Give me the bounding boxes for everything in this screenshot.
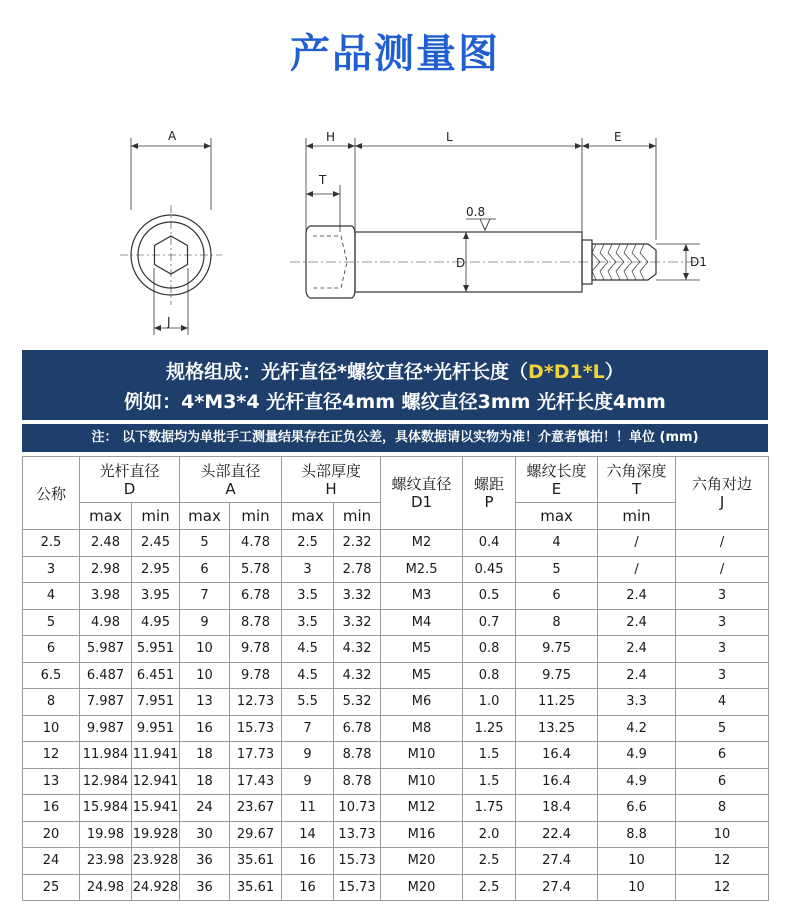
header-hex-af-symbol: J	[719, 493, 725, 511]
table-cell: 20	[23, 821, 80, 848]
table-cell: 24.928	[132, 874, 180, 901]
table-cell: 11.941	[132, 742, 180, 769]
table-cell: 19.98	[80, 821, 132, 848]
table-cell: M2.5	[381, 556, 463, 583]
table-cell: 2.4	[598, 662, 676, 689]
header-thread-dia	[381, 457, 463, 530]
table-cell: 10	[676, 821, 769, 848]
table-cell: /	[676, 530, 769, 557]
header-head-dia-max: max	[180, 503, 230, 530]
spec-format-highlight: D*D1*L	[528, 361, 605, 383]
header-hex-af-title: 六角对边	[692, 475, 753, 493]
table-row	[23, 609, 769, 636]
table-cell: 3.5	[282, 583, 334, 610]
table-cell: 6	[676, 768, 769, 795]
table-cell: 6	[23, 636, 80, 663]
table-cell: 7.951	[132, 689, 180, 716]
table-cell: 18.4	[516, 795, 598, 822]
side-view	[290, 138, 700, 298]
table-cell: 13.73	[334, 821, 381, 848]
table-cell: 7	[282, 715, 334, 742]
table-cell: M4	[381, 609, 463, 636]
table-cell: 2.45	[132, 530, 180, 557]
table-cell: 12.73	[230, 689, 282, 716]
table-cell: 9.75	[516, 636, 598, 663]
header-head-dia-min: min	[230, 503, 282, 530]
table-cell: 0.8	[463, 662, 516, 689]
table-cell: 12	[676, 874, 769, 901]
table-cell: 16.4	[516, 768, 598, 795]
header-shank	[80, 457, 180, 503]
table-cell: 1.75	[463, 795, 516, 822]
table-cell: 14	[282, 821, 334, 848]
spec-example-line: 例如：4*M3*4 光杆直径4mm 螺纹直径3mm 光杆长度4mm	[124, 391, 666, 413]
header-head-thk-min: min	[334, 503, 381, 530]
spec-banner	[22, 350, 768, 420]
table-cell: 4	[23, 583, 80, 610]
table-cell: 19.928	[132, 821, 180, 848]
table-cell: 5.32	[334, 689, 381, 716]
spec-table-body	[23, 530, 769, 901]
header-shank-symbol: D	[123, 479, 136, 498]
table-cell: 0.7	[463, 609, 516, 636]
table-cell: 6.78	[230, 583, 282, 610]
table-cell: 4.32	[334, 662, 381, 689]
table-cell: 10	[180, 662, 230, 689]
table-cell: 5	[516, 556, 598, 583]
header-thread-dia-symbol: D1	[411, 493, 433, 511]
table-row	[23, 795, 769, 822]
table-cell: 2.5	[463, 874, 516, 901]
label-h: H	[326, 130, 336, 144]
table-cell: M10	[381, 768, 463, 795]
table-cell: 0.45	[463, 556, 516, 583]
table-cell: 4.98	[80, 609, 132, 636]
table-cell: 17.43	[230, 768, 282, 795]
header-thread-len-symbol: E	[551, 479, 562, 498]
header-hex-af	[676, 457, 769, 530]
table-cell: 5	[180, 530, 230, 557]
table-cell: /	[598, 556, 676, 583]
note-bar: 注： 以下数据均为单批手工测量结果存在正负公差，具体数据请以实物为准！介意者慎拍！！单位 (mm)	[22, 424, 768, 452]
label-roughness: 0.8	[466, 205, 486, 219]
table-cell: 6.451	[132, 662, 180, 689]
table-cell: 3.98	[80, 583, 132, 610]
table-cell: M8	[381, 715, 463, 742]
spec-format-suffix: ）	[604, 361, 624, 383]
table-cell: 11	[282, 795, 334, 822]
header-pitch	[463, 457, 516, 530]
technical-drawing	[0, 112, 790, 344]
table-row	[23, 583, 769, 610]
table-cell: M10	[381, 742, 463, 769]
table-row	[23, 636, 769, 663]
table-cell: 4.78	[230, 530, 282, 557]
table-cell: 10	[598, 874, 676, 901]
table-cell: 4.9	[598, 742, 676, 769]
table-cell: 29.67	[230, 821, 282, 848]
table-cell: M5	[381, 636, 463, 663]
table-cell: 6.487	[80, 662, 132, 689]
table-cell: 6	[676, 742, 769, 769]
table-cell: 3.32	[334, 609, 381, 636]
table-cell: 12.941	[132, 768, 180, 795]
header-shank-max: max	[80, 503, 132, 530]
table-cell: 15.941	[132, 795, 180, 822]
table-cell: 6.6	[598, 795, 676, 822]
table-row	[23, 662, 769, 689]
table-cell: M2	[381, 530, 463, 557]
table-cell: 3	[676, 636, 769, 663]
page-title: 产品测量图	[290, 31, 500, 77]
table-cell: 10	[180, 636, 230, 663]
table-cell: 5	[676, 715, 769, 742]
table-cell: 1.5	[463, 768, 516, 795]
header-shank-min: min	[132, 503, 180, 530]
table-cell: 5.5	[282, 689, 334, 716]
header-head-dia	[180, 457, 282, 503]
table-cell: 3.32	[334, 583, 381, 610]
table-cell: 2.95	[132, 556, 180, 583]
table-cell: 2.78	[334, 556, 381, 583]
table-cell: 5	[23, 609, 80, 636]
table-cell: M3	[381, 583, 463, 610]
header-thread-dia-title: 螺纹直径	[391, 475, 452, 493]
table-cell: 7	[180, 583, 230, 610]
table-cell: 9	[282, 768, 334, 795]
header-head-dia-title: 头部直径	[200, 461, 261, 480]
table-cell: 3	[676, 662, 769, 689]
table-cell: 27.4	[516, 874, 598, 901]
table-cell: 5.78	[230, 556, 282, 583]
header-hex-depth-min: min	[598, 503, 676, 530]
table-cell: 9	[180, 609, 230, 636]
table-cell: 2.48	[80, 530, 132, 557]
table-cell: 2.5	[463, 848, 516, 875]
header-nominal: 公称	[23, 457, 80, 530]
table-cell: 30	[180, 821, 230, 848]
table-row	[23, 768, 769, 795]
table-cell: 2.5	[23, 530, 80, 557]
table-cell: 3.5	[282, 609, 334, 636]
table-cell: 18	[180, 742, 230, 769]
table-row	[23, 821, 769, 848]
table-cell: 10	[598, 848, 676, 875]
table-cell: M16	[381, 821, 463, 848]
table-cell: 4.9	[598, 768, 676, 795]
header-hex-depth	[598, 457, 676, 503]
header-thread-len	[516, 457, 598, 503]
table-cell: 9.951	[132, 715, 180, 742]
table-cell: 8.78	[230, 609, 282, 636]
table-cell: 36	[180, 874, 230, 901]
label-t: T	[319, 173, 327, 187]
table-cell: M5	[381, 662, 463, 689]
spec-format-line	[22, 357, 768, 384]
table-cell: 2.4	[598, 636, 676, 663]
table-cell: M12	[381, 795, 463, 822]
table-cell: 2.98	[80, 556, 132, 583]
table-cell: 6.78	[334, 715, 381, 742]
table-cell: 4.2	[598, 715, 676, 742]
table-cell: 23.67	[230, 795, 282, 822]
table-cell: /	[676, 556, 769, 583]
header-head-dia-symbol: A	[225, 479, 236, 498]
table-cell: 8.8	[598, 821, 676, 848]
table-cell: 0.4	[463, 530, 516, 557]
table-cell: 16.4	[516, 742, 598, 769]
label-a: A	[168, 129, 177, 143]
spec-table	[22, 456, 769, 901]
table-row	[23, 874, 769, 901]
table-cell: 35.61	[230, 874, 282, 901]
table-cell: 11.25	[516, 689, 598, 716]
label-d: D	[456, 256, 466, 270]
table-cell: M20	[381, 874, 463, 901]
spec-format-prefix: 规格组成：光杆直径*螺纹直径*光杆长度（	[166, 361, 529, 383]
table-cell: 36	[180, 848, 230, 875]
table-cell: 18	[180, 768, 230, 795]
table-cell: 10.73	[334, 795, 381, 822]
table-cell: 24.98	[80, 874, 132, 901]
table-cell: 8	[23, 689, 80, 716]
table-row	[23, 742, 769, 769]
table-cell: 13	[180, 689, 230, 716]
header-pitch-title: 螺距	[474, 475, 505, 493]
table-cell: /	[598, 530, 676, 557]
table-cell: 4	[516, 530, 598, 557]
table-cell: 1.0	[463, 689, 516, 716]
table-cell: 8.78	[334, 742, 381, 769]
table-cell: 4	[676, 689, 769, 716]
table-cell: 15.984	[80, 795, 132, 822]
table-cell: 2.5	[282, 530, 334, 557]
table-cell: 23.928	[132, 848, 180, 875]
table-cell: 9.78	[230, 636, 282, 663]
table-cell: 7.987	[80, 689, 132, 716]
table-cell: 6.5	[23, 662, 80, 689]
table-cell: 9.78	[230, 662, 282, 689]
table-cell: 3	[676, 609, 769, 636]
table-cell: 13	[23, 768, 80, 795]
table-cell: 8	[676, 795, 769, 822]
header-head-thk-title: 头部厚度	[301, 461, 362, 480]
table-cell: 2.32	[334, 530, 381, 557]
table-cell: 3.95	[132, 583, 180, 610]
table-row	[23, 848, 769, 875]
table-cell: 8.78	[334, 768, 381, 795]
table-cell: 4.32	[334, 636, 381, 663]
header-hex-depth-symbol: T	[631, 479, 642, 498]
table-cell: 9.987	[80, 715, 132, 742]
table-cell: 2.0	[463, 821, 516, 848]
table-cell: 13.25	[516, 715, 598, 742]
table-cell: M6	[381, 689, 463, 716]
table-cell: 16	[180, 715, 230, 742]
table-cell: 25	[23, 874, 80, 901]
end-view	[120, 138, 222, 335]
table-cell: 23.98	[80, 848, 132, 875]
table-cell: 5.951	[132, 636, 180, 663]
label-e: E	[614, 130, 622, 144]
table-cell: 2.4	[598, 609, 676, 636]
table-row	[23, 556, 769, 583]
header-head-thk-max: max	[282, 503, 334, 530]
table-cell: 12.984	[80, 768, 132, 795]
table-cell: 0.5	[463, 583, 516, 610]
table-cell: 2.4	[598, 583, 676, 610]
table-cell: M20	[381, 848, 463, 875]
table-cell: 4.5	[282, 662, 334, 689]
table-cell: 16	[282, 874, 334, 901]
table-row	[23, 715, 769, 742]
table-cell: 6	[180, 556, 230, 583]
table-cell: 3	[676, 583, 769, 610]
table-cell: 22.4	[516, 821, 598, 848]
table-cell: 0.8	[463, 636, 516, 663]
table-cell: 11.984	[80, 742, 132, 769]
table-cell: 9	[282, 742, 334, 769]
header-thread-len-title: 螺纹长度	[526, 461, 587, 480]
table-cell: 16	[23, 795, 80, 822]
label-j: J	[167, 315, 171, 329]
table-cell: 12	[676, 848, 769, 875]
table-cell: 12	[23, 742, 80, 769]
label-l: L	[446, 130, 453, 144]
table-cell: 35.61	[230, 848, 282, 875]
table-cell: 8	[516, 609, 598, 636]
table-cell: 9.75	[516, 662, 598, 689]
table-cell: 4.5	[282, 636, 334, 663]
table-cell: 5.987	[80, 636, 132, 663]
header-pitch-symbol: P	[484, 493, 494, 511]
table-cell: 15.73	[230, 715, 282, 742]
table-cell: 16	[282, 848, 334, 875]
table-cell: 1.5	[463, 742, 516, 769]
table-row	[23, 530, 769, 557]
header-thread-len-max: max	[516, 503, 598, 530]
table-cell: 15.73	[334, 874, 381, 901]
table-cell: 15.73	[334, 848, 381, 875]
header-head-thk-symbol: H	[325, 479, 337, 498]
table-row	[23, 689, 769, 716]
table-cell: 1.25	[463, 715, 516, 742]
header-shank-title: 光杆直径	[99, 461, 160, 480]
header-hex-depth-title: 六角深度	[606, 461, 667, 480]
table-cell: 3	[282, 556, 334, 583]
table-cell: 6	[516, 583, 598, 610]
table-cell: 4.95	[132, 609, 180, 636]
table-cell: 3	[23, 556, 80, 583]
table-cell: 27.4	[516, 848, 598, 875]
table-cell: 24	[23, 848, 80, 875]
table-cell: 17.73	[230, 742, 282, 769]
header-head-thk	[282, 457, 381, 503]
table-cell: 24	[180, 795, 230, 822]
label-d1: D1	[690, 255, 707, 269]
table-cell: 10	[23, 715, 80, 742]
table-cell: 3.3	[598, 689, 676, 716]
